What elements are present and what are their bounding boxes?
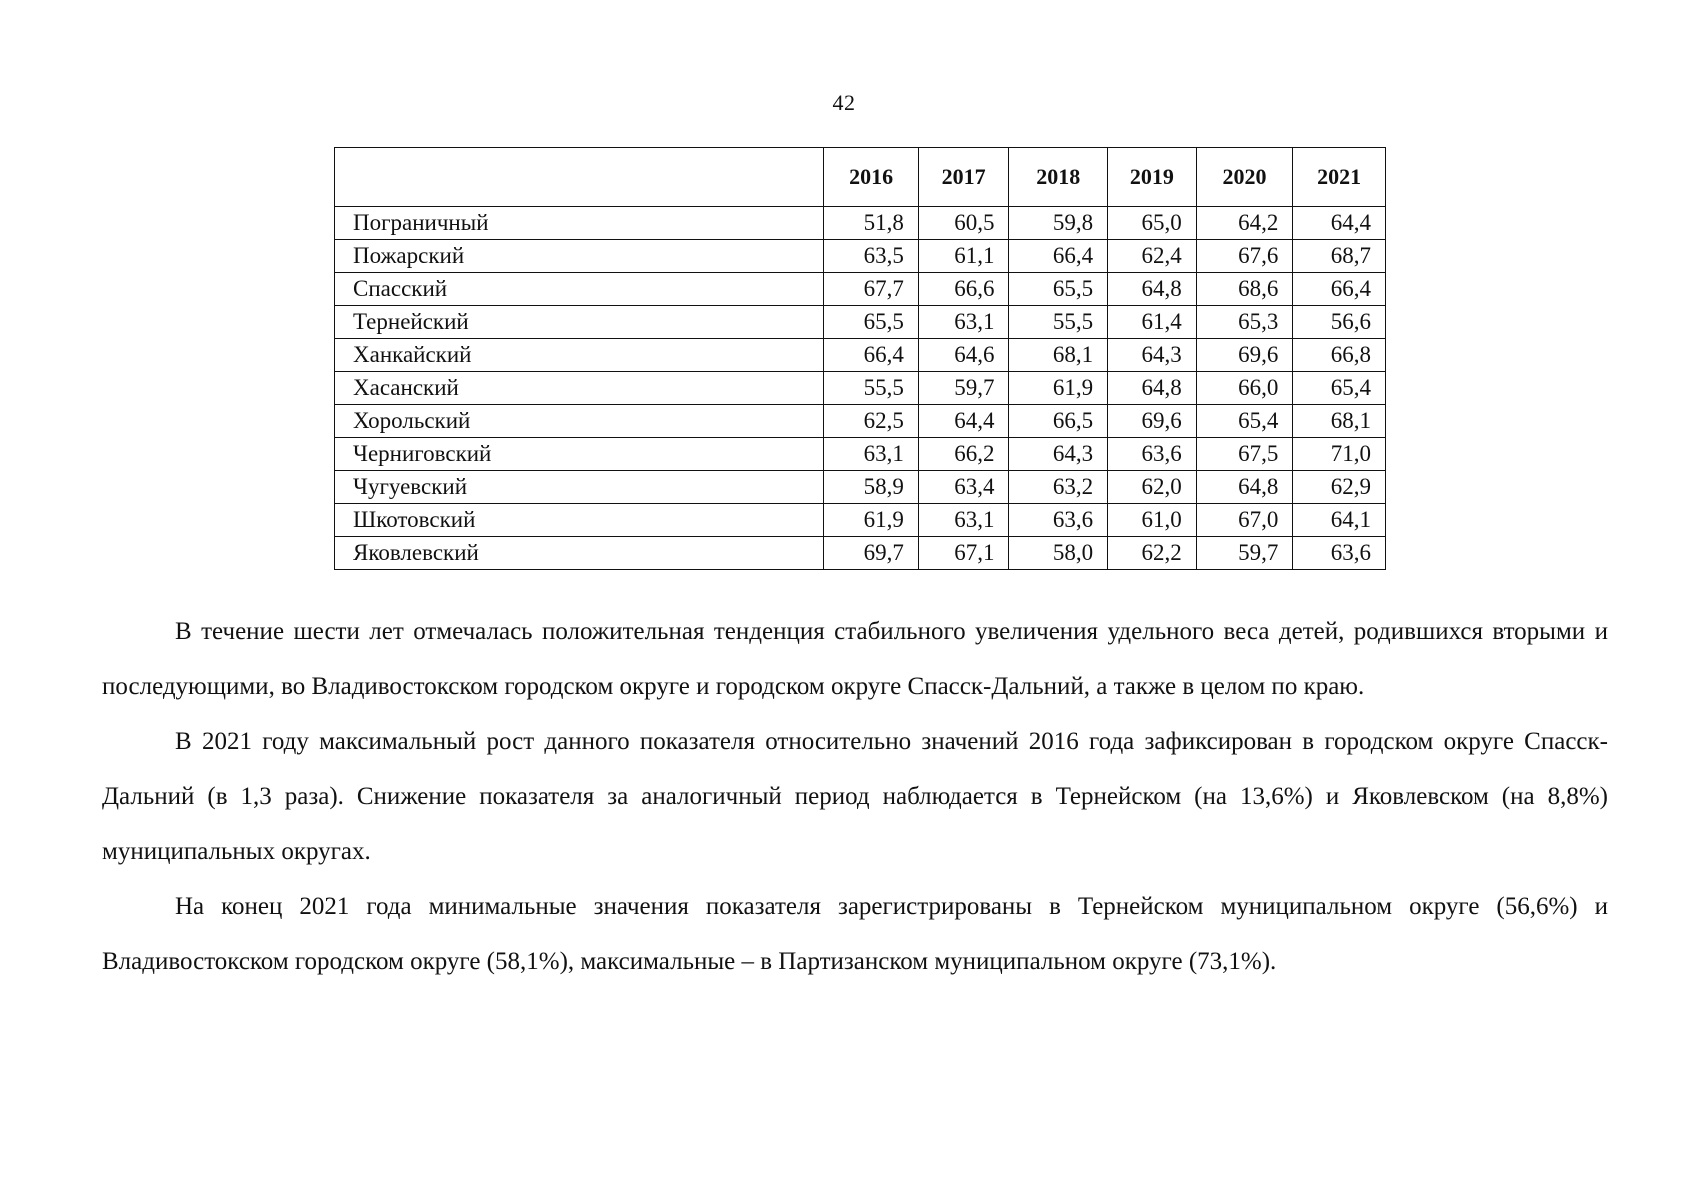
table-cell-value: 64,3 — [1009, 438, 1108, 471]
column-header-year: 2018 — [1009, 148, 1108, 207]
table-cell-value: 64,4 — [918, 405, 1009, 438]
table-cell-value: 67,1 — [918, 537, 1009, 570]
table-cell-value: 62,0 — [1108, 471, 1197, 504]
table-cell-value: 66,0 — [1196, 372, 1293, 405]
table-cell-value: 65,0 — [1108, 207, 1197, 240]
table-cell-value: 68,7 — [1293, 240, 1386, 273]
table-cell-value: 66,5 — [1009, 405, 1108, 438]
table-row — [335, 240, 1386, 273]
table-row — [335, 339, 1386, 372]
table-cell-value: 68,6 — [1196, 273, 1293, 306]
column-header-year: 2019 — [1108, 148, 1197, 207]
table-cell-value: 51,8 — [824, 207, 919, 240]
district-name: Яковлевский — [335, 537, 824, 570]
table-cell-value: 66,4 — [1293, 273, 1386, 306]
table-cell-value: 58,9 — [824, 471, 919, 504]
column-header-year: 2017 — [918, 148, 1009, 207]
table-cell-value: 62,9 — [1293, 471, 1386, 504]
district-name: Чугуевский — [335, 471, 824, 504]
table-cell-value: 63,6 — [1009, 504, 1108, 537]
table-cell-value: 64,4 — [1293, 207, 1386, 240]
table-row — [335, 306, 1386, 339]
table-cell-value: 64,8 — [1196, 471, 1293, 504]
table-cell-value: 61,9 — [824, 504, 919, 537]
table-cell-value: 55,5 — [1009, 306, 1108, 339]
table-row — [335, 438, 1386, 471]
body-text — [102, 604, 1608, 989]
district-name: Пограничный — [335, 207, 824, 240]
table-cell-value: 55,5 — [824, 372, 919, 405]
table-cell-value: 63,5 — [824, 240, 919, 273]
district-name: Пожарский — [335, 240, 824, 273]
table-cell-value: 68,1 — [1009, 339, 1108, 372]
table-body — [335, 207, 1386, 570]
paragraph: В течение шести лет отмечалась положительная тенденция стабильного увеличения удельного веса детей, родившихся вторыми и последующими, во Владивостокском городском округе и городском округе Спасск-Дальний, а также в целом по краю. — [102, 618, 1608, 700]
table-cell-value: 65,5 — [824, 306, 919, 339]
table-cell-value: 64,2 — [1196, 207, 1293, 240]
table-cell-value: 67,5 — [1196, 438, 1293, 471]
column-header-year: 2020 — [1196, 148, 1293, 207]
table-header-row — [335, 148, 1386, 207]
table-cell-value: 62,5 — [824, 405, 919, 438]
table-cell-value: 66,4 — [824, 339, 919, 372]
table-cell-value: 65,4 — [1293, 372, 1386, 405]
table-cell-value: 59,7 — [1196, 537, 1293, 570]
table-cell-value: 63,6 — [1108, 438, 1197, 471]
table-cell-value: 63,4 — [918, 471, 1009, 504]
table-cell-value: 58,0 — [1009, 537, 1108, 570]
table-cell-value: 68,1 — [1293, 405, 1386, 438]
table-row — [335, 207, 1386, 240]
table-cell-value: 67,6 — [1196, 240, 1293, 273]
district-name: Шкотовский — [335, 504, 824, 537]
district-name: Ханкайский — [335, 339, 824, 372]
table-cell-value: 62,2 — [1108, 537, 1197, 570]
table-row — [335, 471, 1386, 504]
table-cell-value: 64,1 — [1293, 504, 1386, 537]
table-cell-value: 63,1 — [918, 504, 1009, 537]
table-cell-value: 69,7 — [824, 537, 919, 570]
table-cell-value: 69,6 — [1196, 339, 1293, 372]
column-header-year: 2016 — [824, 148, 919, 207]
column-header-year: 2021 — [1293, 148, 1386, 207]
district-name: Хасанский — [335, 372, 824, 405]
table-cell-value: 64,6 — [918, 339, 1009, 372]
district-name: Хорольский — [335, 405, 824, 438]
table-cell-value: 66,2 — [918, 438, 1009, 471]
table-cell-value: 65,3 — [1196, 306, 1293, 339]
data-table — [334, 147, 1386, 570]
table-cell-value: 61,9 — [1009, 372, 1108, 405]
table-cell-value: 61,0 — [1108, 504, 1197, 537]
column-header-name — [335, 148, 824, 207]
table-cell-value: 61,4 — [1108, 306, 1197, 339]
table-cell-value: 66,6 — [918, 273, 1009, 306]
table-cell-value: 65,4 — [1196, 405, 1293, 438]
paragraph: В 2021 году максимальный рост данного показателя относительно значений 2016 года зафиксирован в городском округе Спасск-Дальний (в 1,3 раза). Снижение показателя за аналогичный период наблюдается в Тернейском (на 13,6%) и Яковлевском (на 8,8%) муниципальных округах. — [102, 728, 1608, 865]
table-cell-value: 69,6 — [1108, 405, 1197, 438]
table-row — [335, 372, 1386, 405]
table-header — [335, 148, 1386, 207]
page-number: 42 — [832, 90, 856, 115]
table-row — [335, 405, 1386, 438]
table-cell-value: 64,8 — [1108, 372, 1197, 405]
table-cell-value: 63,2 — [1009, 471, 1108, 504]
table-cell-value: 66,4 — [1009, 240, 1108, 273]
table-cell-value: 67,0 — [1196, 504, 1293, 537]
table-cell-value: 66,8 — [1293, 339, 1386, 372]
table-cell-value: 63,6 — [1293, 537, 1386, 570]
district-name: Черниговский — [335, 438, 824, 471]
table-row — [335, 273, 1386, 306]
district-name: Тернейский — [335, 306, 824, 339]
table-cell-value: 64,8 — [1108, 273, 1197, 306]
table-cell-value: 59,7 — [918, 372, 1009, 405]
table-cell-value: 62,4 — [1108, 240, 1197, 273]
paragraph: На конец 2021 года минимальные значения показателя зарегистрированы в Тернейском муниципальном округе (56,6%) и Владивостокском городском округе (58,1%), максимальные – в Партизанском муниципальном округе (73,1%). — [102, 893, 1608, 975]
table-cell-value: 65,5 — [1009, 273, 1108, 306]
table-row — [335, 504, 1386, 537]
table-cell-value: 63,1 — [824, 438, 919, 471]
table-cell-value: 60,5 — [918, 207, 1009, 240]
table-cell-value: 56,6 — [1293, 306, 1386, 339]
table-cell-value: 59,8 — [1009, 207, 1108, 240]
table-cell-value: 67,7 — [824, 273, 919, 306]
table-cell-value: 61,1 — [918, 240, 1009, 273]
table-cell-value: 64,3 — [1108, 339, 1197, 372]
table-cell-value: 63,1 — [918, 306, 1009, 339]
table-cell-value: 71,0 — [1293, 438, 1386, 471]
district-name: Спасский — [335, 273, 824, 306]
table-row — [335, 537, 1386, 570]
